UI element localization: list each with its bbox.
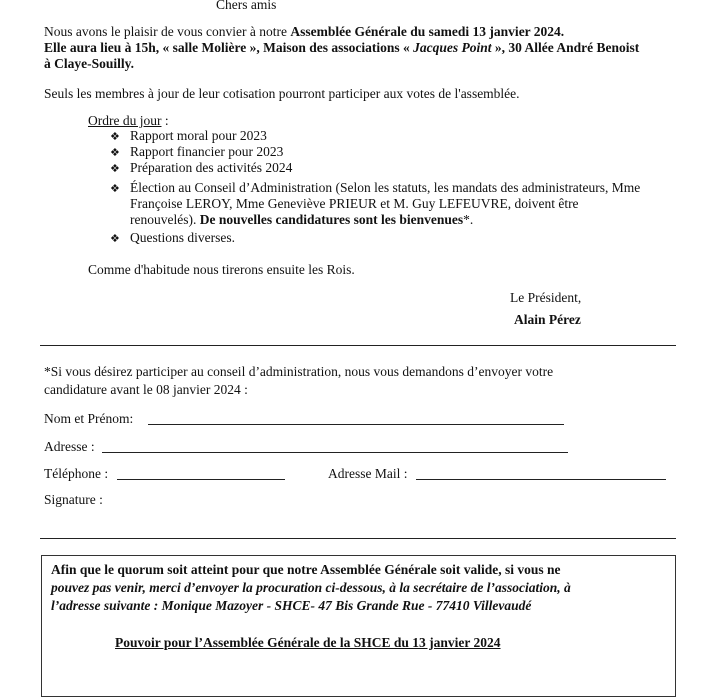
agenda-item-text: Rapport financier pour 2023: [130, 144, 284, 159]
address-field[interactable]: [102, 440, 568, 453]
name-field[interactable]: [148, 412, 564, 425]
agenda-item-text: Rapport moral pour 2023: [130, 128, 267, 143]
bullet-icon: ❖: [110, 182, 120, 195]
assembly-date: Assemblée Générale du samedi 13 janvier 2024.: [290, 24, 565, 39]
agenda-item-text: Préparation des activités 2024: [130, 160, 293, 175]
members-note: Seuls les membres à jour de leur cotisation pourront participer aux votes de l'assemblée.: [44, 86, 520, 101]
phone-label: Téléphone :: [44, 466, 109, 481]
intro-line-1: [44, 24, 564, 40]
election-line-1: Élection au Conseil d’Administration (Selon les statuts, les mandats des administrateurs, Mme: [130, 180, 641, 195]
election-line-3b: *.: [463, 212, 474, 227]
agenda-item: [110, 230, 235, 247]
address-label: Adresse :: [44, 439, 95, 454]
proxy-line-1: Afin que le quorum soit atteint pour que notre Assemblée Générale soit valide, si vous ne: [51, 562, 561, 577]
agenda-title-suffix: :: [161, 113, 169, 128]
agenda-item: [110, 128, 267, 145]
signature-label: Signature :: [44, 492, 103, 507]
candidature-line-1: *Si vous désirez participer au conseil d’administration, nous vous demandons d’envoyer votre: [44, 364, 554, 379]
bullet-icon: ❖: [110, 162, 120, 175]
candidature-line-2: candidature avant le 08 janvier 2024 :: [44, 382, 248, 397]
separator-line: [40, 538, 676, 539]
election-line-3a: renouvelés).: [130, 212, 200, 227]
email-field[interactable]: [416, 467, 666, 480]
separator-line: [40, 345, 676, 346]
proxy-title: Pouvoir pour l’Assemblée Générale de la SHCE du 13 janvier 2024: [115, 635, 501, 650]
signature-name: Alain Pérez: [514, 312, 581, 327]
candidatures-welcome: De nouvelles candidatures sont les bienvenues: [199, 212, 464, 227]
proxy-line-3: l’adresse suivante : Monique Mazoyer - SHCE- 47 Bis Grande Rue - 77410 Villevaudé: [51, 598, 532, 613]
bullet-icon: ❖: [110, 232, 120, 245]
election-line-2: Françoise LEROY, Mme Geneviève PRIEUR et M. Guy LEFEUVRE, doivent être: [130, 196, 579, 211]
bullet-icon: ❖: [110, 130, 120, 143]
proxy-box: [41, 555, 676, 697]
agenda-item: [110, 144, 283, 161]
signature-role: Le Président,: [510, 290, 582, 305]
agenda-title-text: Ordre du jour: [88, 113, 162, 128]
election-line-3: [130, 212, 473, 228]
intro-line-2c: », 30 Allée André Benoist: [491, 40, 640, 55]
phone-field[interactable]: [117, 467, 285, 480]
email-label: Adresse Mail :: [328, 466, 408, 481]
bullet-icon: ❖: [110, 146, 120, 159]
agenda-title: [88, 113, 169, 129]
venue-name: Jacques Point: [413, 40, 492, 55]
name-label: Nom et Prénom:: [44, 411, 134, 426]
greeting: Chers amis: [216, 0, 277, 12]
intro-line-2a: Elle aura lieu à 15h, « salle Molière », Maison des associations «: [44, 40, 414, 55]
proxy-line-2: pouvez pas venir, merci d’envoyer la procuration ci-dessous, à la secrétaire de l’association, à: [51, 580, 571, 595]
agenda-item-text: Questions diverses.: [130, 230, 235, 245]
intro-line-1-text: Nous avons le plaisir de vous convier à notre: [44, 24, 291, 39]
intro-line-2: [44, 40, 639, 56]
agenda-item-election: [110, 180, 682, 197]
rois-note: Comme d'habitude nous tirerons ensuite les Rois.: [88, 262, 355, 277]
intro-line-3: à Claye-Souilly.: [44, 56, 135, 71]
agenda-item: [110, 160, 292, 177]
